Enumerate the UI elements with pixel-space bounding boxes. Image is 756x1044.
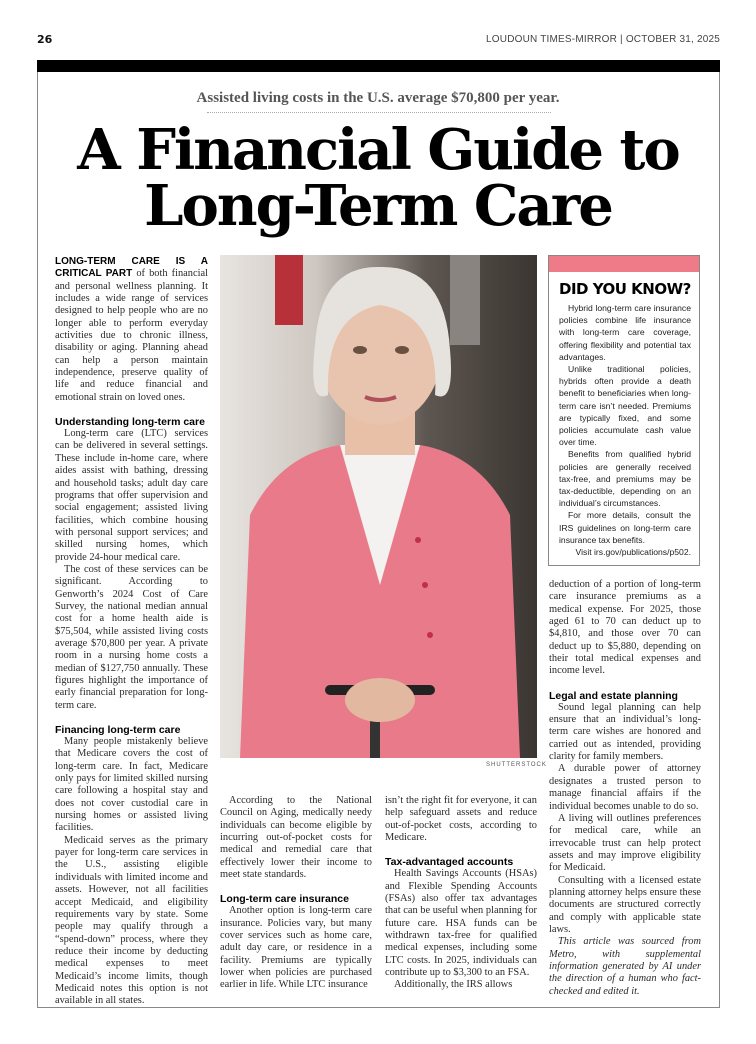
- sidebar-paragraph: For more details, consult the IRS guidelines on long-term care insurance tax benefits.: [559, 510, 691, 545]
- title-line-2: Long-Term Care: [144, 173, 612, 239]
- did-you-know-sidebar: [548, 255, 700, 566]
- lead-in: LONG-TERM CARE IS A CRITICAL PART: [55, 256, 208, 280]
- column-4: [549, 579, 701, 998]
- subhead-tax-accounts: Tax-advantaged accounts: [385, 856, 514, 869]
- column-2: [220, 795, 372, 992]
- paragraph: Another option is long-term care insurance. Policies vary, but many cover services such as home care, adult day care, or residence in a facility. Premiums are typically lower when policies are purchased earlier in life. While LTC insurance: [220, 905, 372, 991]
- paragraph: Additionally, the IRS allows: [394, 979, 513, 991]
- title-line-1: A Financial Guide to: [77, 117, 679, 183]
- photo-credit: SHUTTERSTOCK: [486, 762, 547, 768]
- column-3: [385, 795, 537, 992]
- subhead-financing: Financing long-term care: [55, 724, 181, 737]
- paragraph: Medicaid serves as the primary payer for long-term care services in the U.S., assisting eligible individuals with limited income and assets. However, not all facilities accept Medicaid, and eligibility requirements vary by state. Some people may qualify through a “spend-down” process, where they reduce their income by deducting medical expenses to meet Medicaid’s income limits, though Medicaid notes this option is not available in all states.: [55, 834, 208, 1007]
- paragraph: Sound legal planning can help ensure that an individual’s long-term care wishes are honored and carried out as intended, providing clarity for family members.: [549, 701, 701, 763]
- paragraph: A durable power of attorney designates a trusted person to manage financial affairs if the individual becomes unable to do so.: [549, 763, 701, 812]
- paragraph: Health Savings Accounts (HSAs) and Flexible Spending Accounts (FSAs) also offer tax advantages that can be useful when planning for future care. HSA funds can be withdrawn tax-free for qualified medical expenses, including some LTC costs. In 2025, individuals can contribute up to $3,300 to an FSA.: [385, 868, 537, 979]
- sidebar-heading: DID YOU KNOW?: [559, 280, 691, 298]
- sidebar-link[interactable]: Visit irs.gov/publications/p502.: [575, 547, 691, 558]
- column-1: [55, 256, 208, 1008]
- article-source-note: This article was sourced from Metro, with supplemental information generated by AI under the direction of a human who fact-checked and edited it.: [549, 936, 701, 997]
- deck-headline: Assisted living costs in the U.S. average $70,800 per year.: [196, 90, 560, 106]
- sidebar-accent-bar: [549, 256, 699, 272]
- paragraph: The cost of these services can be significant. According to Genworth’s 2024 Cost of Care Survey, the national median annual cost for a home health aide is $75,504, while assisted living costs average $70,800 per year. A private room in a nursing home costs a median of $127,750 annually. These figures highlight the importance of early financial preparation for long-term care.: [55, 563, 208, 711]
- intro-paragraph: [55, 256, 208, 404]
- subhead-understanding: Understanding long-term care: [55, 416, 205, 429]
- header-bar: [37, 60, 720, 72]
- sidebar-paragraph: Benefits from qualified hybrid policies are generally received tax-free, and premiums may be tax-deductible, depending on an individual’s circumstances.: [559, 449, 691, 509]
- subhead-legal: Legal and estate planning: [549, 689, 678, 702]
- sidebar-paragraph: Hybrid long-term care insurance policies combine life insurance with long-term care coverage, offering flexibility and potential tax advantages.: [559, 303, 691, 362]
- sidebar-paragraph: Unlike traditional policies, hybrids often provide a death benefit to beneficiaries when long-term care isn’t needed. Premiums are typically fixed, and some policies accumulate cash value over time.: [559, 364, 691, 448]
- page-number: 26: [37, 33, 53, 46]
- photo-illustration-icon: [220, 255, 537, 758]
- paragraph: Many people mistakenly believe that Medicare covers the cost of long-term care. In fact, Medicare only pays for limited skilled nursing care following a hospital stay and does not cover custodial care in nursing homes or assisted living facilities.: [55, 736, 208, 834]
- subhead-insurance: Long-term care insurance: [220, 893, 349, 906]
- paragraph: isn’t the right fit for everyone, it can help safeguard assets and reduce out-of-pocket costs, according to Medicare.: [385, 795, 537, 844]
- masthead: LOUDOUN TIMES-MIRROR | OCTOBER 31, 2025: [486, 34, 720, 45]
- paragraph: According to the National Council on Aging, medically needy individuals can become eligible by incurring out-of-pocket costs for medical and remedial care that effectively lower their income to meet state standards.: [220, 795, 372, 881]
- deck-divider: [207, 112, 551, 113]
- paragraph: Consulting with a licensed estate planning attorney helps ensure these documents are structured correctly and comply with applicable state laws.: [549, 874, 701, 935]
- paragraph: A living will outlines preferences for medical care, while an irrevocable trust can help protect assets and may improve eligibility for Medicaid.: [549, 812, 701, 874]
- senior-woman-photo: [220, 255, 537, 758]
- paragraph: deduction of a portion of long-term care insurance premiums as a medical expense. For 2025, those aged 61 to 70 can deduct up to $4,810, and those over 70 can deduct up to $5,880, depending on their total medical expenses and income level.: [549, 579, 701, 677]
- intro-text: of both financial and personal wellness planning. It includes a wide range of services designed to help people who are no longer able to perform everyday activities due to chronic illness, disability or aging. Planning ahead can help a person maintain independence, preserve quality of life and reduce financial and emotional strain on loved ones.: [55, 268, 208, 403]
- article-title: [0, 117, 756, 239]
- paragraph: Long-term care (LTC) services can be delivered in several settings. These include in-home care, where aides assist with bathing, dressing and household tasks; adult day care programs that offer supervision and social engagement; assisted living facilities, which combine housing with personal support services; and skilled nursing homes, which provide 24-hour medical care.: [55, 428, 208, 563]
